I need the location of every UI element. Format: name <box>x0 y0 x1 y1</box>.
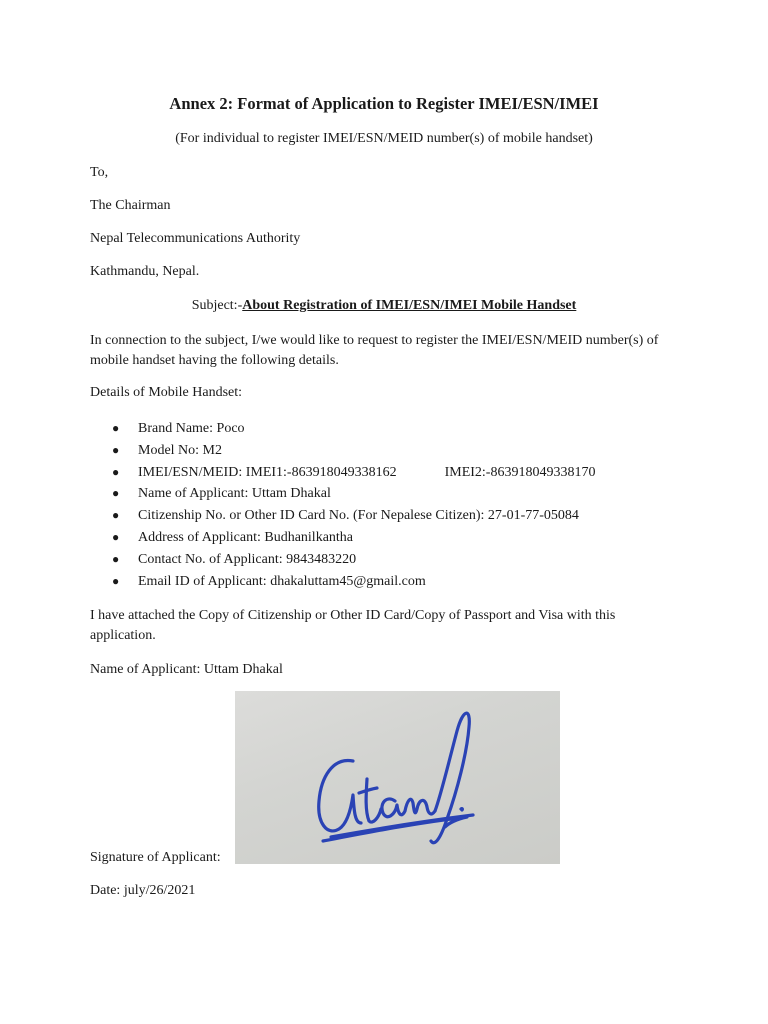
bullet-icon: ● <box>112 529 120 544</box>
brand-name: Brand Name: Poco <box>138 421 245 436</box>
bullet-icon: ● <box>112 442 120 457</box>
bullet-icon: ● <box>112 486 120 501</box>
recipient-title: The Chairman <box>90 198 171 213</box>
signature-scribble <box>235 691 560 864</box>
bullet-icon: ● <box>112 551 120 566</box>
bullet-icon: ● <box>112 421 120 435</box>
subject-line <box>0 298 768 314</box>
subject-text: About Registration of IMEI/ESN/IMEI Mobile Handset <box>242 298 577 313</box>
imei2: IMEI2:-863918049338170 <box>444 464 596 480</box>
list-item <box>90 483 595 505</box>
applicant-address: Address of Applicant: Budhanilkantha <box>138 529 354 545</box>
model-number: Model No: M2 <box>138 442 222 458</box>
attachment-note: I have attached the Copy of Citizenship or Other ID Card/Copy of Passport and Visa with this application. <box>90 608 616 643</box>
subject-prefix: Subject:- <box>191 298 243 313</box>
list-item <box>90 440 595 462</box>
handset-details-list <box>90 418 595 592</box>
signature-label: Signature of Applicant: <box>90 850 221 865</box>
applicant-name-line: Name of Applicant: Uttam Dhakal <box>90 662 283 677</box>
applicant-name: Name of Applicant: Uttam Dhakal <box>138 486 331 502</box>
list-item <box>90 549 595 571</box>
recipient-organization: Nepal Telecommunications Authority <box>90 231 301 246</box>
list-item <box>90 418 595 440</box>
list-item <box>90 505 595 527</box>
signature-image <box>235 691 560 864</box>
bullet-icon: ● <box>112 464 120 479</box>
document-title: Annex 2: Format of Application to Register IMEI/ESN/IMEI <box>169 94 599 113</box>
list-item <box>90 527 595 549</box>
recipient-city: Kathmandu, Nepal. <box>90 264 200 279</box>
salutation: To, <box>90 165 109 180</box>
date-line: Date: july/26/2021 <box>90 883 196 898</box>
citizenship-number: Citizenship No. or Other ID Card No. (For Nepalese Citizen): 27-01-77-05084 <box>138 508 579 524</box>
bullet-icon: ● <box>112 573 120 588</box>
document-subtitle: (For individual to register IMEI/ESN/MEID number(s) of mobile handset) <box>175 131 593 146</box>
applicant-contact: Contact No. of Applicant: 9843483220 <box>138 551 357 567</box>
applicant-email: Email ID of Applicant: dhakaluttam45@gmail.com <box>138 573 426 589</box>
list-item <box>90 462 595 484</box>
bullet-icon: ● <box>112 508 120 523</box>
intro-paragraph: In connection to the subject, I/we would like to request to register the IMEI/ESN/MEID number(s) of mobile handset having the following details. <box>90 333 659 368</box>
list-item <box>90 571 595 593</box>
imei1: IMEI/ESN/MEID: IMEI1:-863918049338162 <box>138 464 397 480</box>
details-heading: Details of Mobile Handset: <box>90 385 243 400</box>
